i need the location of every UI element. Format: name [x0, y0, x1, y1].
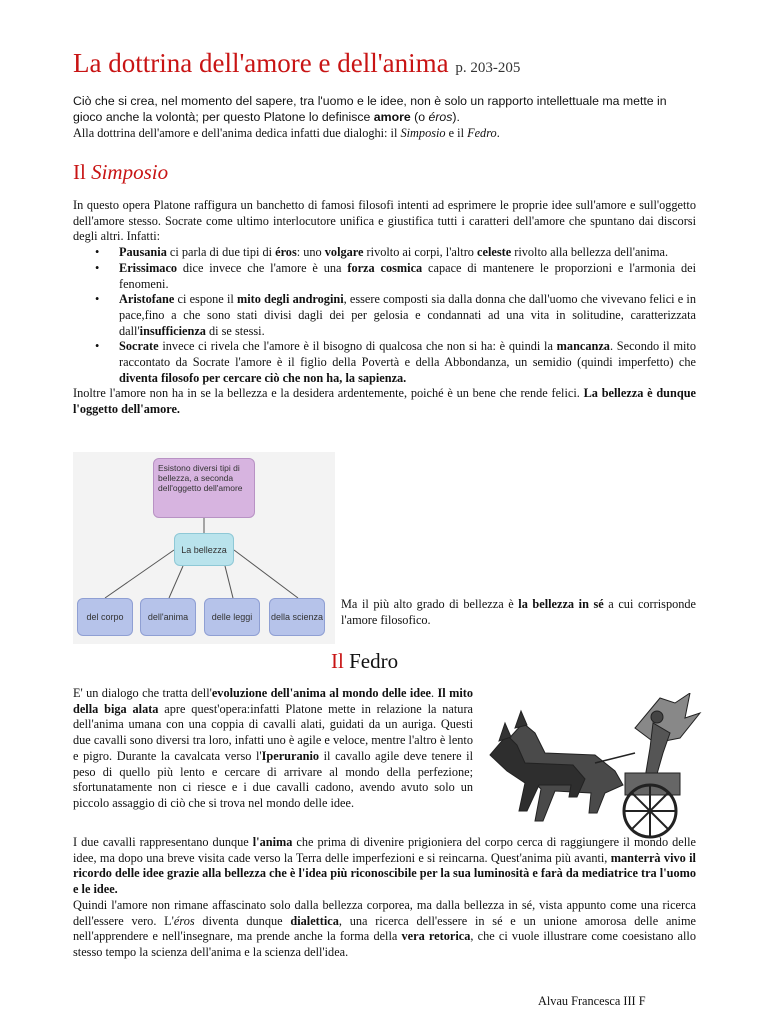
keyword: l'anima	[252, 835, 293, 849]
keyword: forza cosmica	[347, 260, 423, 275]
list-text: . Secondo il mito raccontato da Socrate l'amore è il figlio della Povertà e della Abbondanza, un semidio (quindi imperfetto) che	[119, 339, 696, 370]
keyword: celeste	[477, 245, 512, 260]
keyword: mancanza	[556, 339, 610, 354]
intro-section	[73, 93, 698, 141]
title-pages: p. 203-205	[455, 60, 521, 76]
intro-text: (o	[410, 110, 429, 124]
keyword: volgare	[324, 245, 364, 260]
fedro-text-span: , una ricerca dell'essere in sé e un unione amorosa delle anime nell'apprendere e nell'insegnare, ma prende anche la forma della	[73, 913, 696, 944]
title-fedro: Fedro	[467, 126, 497, 140]
keyword: éros	[275, 245, 297, 260]
fedro-paragraph-1	[73, 686, 473, 812]
fedro-text-span: che prima di divenire prigioniera del corpo cerca di raggiungere il mondo delle idee, ma dopo una breve visita cade verso la Terra delle imperfezioni e si reincarna. Quest'anima più avanti,	[73, 835, 696, 865]
intro-text: ).	[452, 110, 460, 124]
list-text: capace di mantenere le proporzioni e l'armonia dei fenomeni.	[119, 260, 696, 291]
list-text: dice invece che l'amore è una	[177, 260, 348, 275]
fedro-text-span: diventa dunque	[194, 913, 291, 928]
title-main: La dottrina dell'amore e dell'anima	[73, 48, 449, 78]
note-text: a cui corrisponde l'amore filosofico.	[341, 597, 696, 627]
author-footer: Alvau Francesca III F	[538, 994, 646, 1008]
keyword-eros: éros	[428, 110, 453, 124]
simposio-intro: In questo opera Platone raffigura un banchetto di famosi filosofi intenti ad esprimere le proprie idee sull'amore e sull'oggetto dell'amore stesso. Socrate come ultimo interlocutore unifica e giustifica tutti i caratteri dell'amore che spuntano dai discorsi degli altri. Infatti:	[73, 198, 696, 244]
fedro-text-span: I due cavalli rappresentano dunque	[73, 835, 253, 849]
outro-conclusion: La bellezza è dunque l'oggetto dell'amore.	[73, 386, 696, 417]
intro-text: e il	[445, 126, 468, 140]
fedro-text-span: apre quest'opera:infatti Platone mette in relazione la natura dell'anima umana con una coppia di cavalli alati, guidati da un auriga. Questi due cavalli sono diversi tra loro, infatti uno è agile e veloce, mentre l'altro è lento e pigro. Durante la cavalcata verso l'	[73, 701, 474, 763]
highest-beauty-note	[341, 597, 696, 628]
fedro-heading	[331, 649, 398, 674]
intro-paragraph-2	[73, 125, 698, 141]
keyword-eros: éros	[173, 913, 195, 928]
speaker-name: Aristofane	[119, 292, 175, 307]
keyword: mito degli androgini	[237, 292, 344, 307]
winged-chariot-illustration	[485, 693, 705, 856]
list-item	[73, 261, 696, 292]
note-text: Ma il più alto grado di bellezza è	[341, 597, 519, 611]
intro-text: Ciò che si crea, nel momento del sapere, tra l'uomo e le idee, non è solo un rapporto intellettuale ma mette in gioco anche la volontà; per questo Platone lo definisce	[73, 94, 667, 124]
keyword: insufficienza	[139, 323, 206, 338]
keyword: la bellezza in sé	[518, 597, 604, 611]
diagram-leaf-node: del corpo	[77, 598, 133, 636]
chariot-icon	[485, 693, 705, 856]
beauty-diagram	[73, 452, 335, 644]
simposio-outro	[73, 386, 696, 417]
page-title	[73, 48, 520, 79]
keyword: diventa filosofo per cercare ciò che non ha, la sapienza.	[119, 370, 407, 385]
speaker-name: Socrate	[119, 339, 159, 354]
fedro-text-span: .	[431, 686, 438, 700]
keyword: Il mito della biga alata	[73, 686, 473, 716]
diagram-leaf-node: della scienza	[269, 598, 325, 636]
heading-name: Simposio	[91, 160, 169, 184]
fedro-text	[73, 835, 696, 898]
fedro-paragraph-2	[73, 835, 696, 961]
diagram-leaf-node: dell'anima	[140, 598, 196, 636]
speaker-name: Pausania	[119, 245, 167, 260]
list-text: ci parla di due tipi di	[166, 245, 276, 260]
speaker-name: Erissimaco	[119, 260, 178, 275]
list-text: di se stessi.	[205, 323, 265, 338]
keyword-amore: amore	[373, 110, 411, 124]
list-text: rivolto ai corpi, l'altro	[363, 245, 478, 260]
diagram-leaf-node: delle leggi	[204, 598, 260, 636]
speakers-list	[73, 245, 696, 386]
title-simposio: Simposio	[400, 126, 446, 140]
keyword: evoluzione dell'anima al mondo delle idee	[211, 686, 432, 700]
intro-paragraph-1	[73, 93, 698, 125]
heading-prefix: Il	[73, 160, 86, 184]
keyword: manterrà vivo il ricordo delle idee grazie alla bellezza che è l'idea più riconoscibile per la sua luminosità e farà da mediatrice tra l'uomo e le idee.	[73, 850, 696, 897]
list-item	[73, 292, 696, 339]
outro-text: Inoltre l'amore non ha in se la bellezza e la desidera ardentemente, poiché è un bene che rende felici.	[73, 386, 584, 401]
list-item	[73, 339, 696, 386]
list-text: invece ci rivela che l'amore è il bisogno di qualcosa che non si ha: è quindi la	[158, 339, 557, 354]
keyword: vera retorica	[401, 929, 471, 944]
intro-text: Alla dottrina dell'amore e dell'anima dedica infatti due dialoghi: il	[73, 126, 401, 140]
list-text: : uno	[296, 245, 325, 260]
list-text: ci espone il	[174, 292, 237, 307]
heading-name: Fedro	[349, 649, 399, 673]
list-text: , essere composti sia dalla donna che dall'uomo che vivevano felici e in pace,fino a che sono stati divisi dagli dei per gelosia e condannati ad una vita in solitudine, caratterizzata dall'	[119, 292, 696, 338]
diagram-beauty-node: La bellezza	[174, 533, 234, 566]
list-text: rivolto alla bellezza dell'anima.	[511, 245, 669, 260]
fedro-text	[73, 686, 473, 812]
heading-prefix: Il	[331, 649, 344, 673]
diagram-root-node: Esistono diversi tipi di bellezza, a seconda dell'oggetto dell'amore	[153, 458, 255, 518]
fedro-text-span: , che ci vuole illustrare come coesistano allo stesso tempo la scienza dell'anima e la scienza dell'idea.	[73, 929, 696, 959]
simposio-heading	[73, 160, 168, 185]
keyword: dialettica	[290, 913, 339, 928]
simposio-section	[73, 198, 696, 418]
fedro-text	[73, 898, 696, 961]
list-item	[73, 245, 696, 261]
keyword: Iperuranio	[261, 748, 320, 763]
fedro-text-span: E' un dialogo che tratta dell'	[73, 686, 212, 700]
fedro-text-span: il cavallo agile deve tenere il peso di quello più lento e cercare di arrivare al mondo della perfezione; sfortunatamente non ci riesce e i due cavalli cadono, avendo avuto solo un piccolo assaggio di ciò che si trova nel mondo delle idee.	[73, 748, 473, 810]
intro-text: .	[496, 126, 500, 140]
fedro-text-span: Quindi l'amore non rimane affascinato solo dalla bellezza corporea, ma dalla bellezza in sé, vista appunto come una ricerca dell'essere vero. L'	[73, 897, 696, 928]
